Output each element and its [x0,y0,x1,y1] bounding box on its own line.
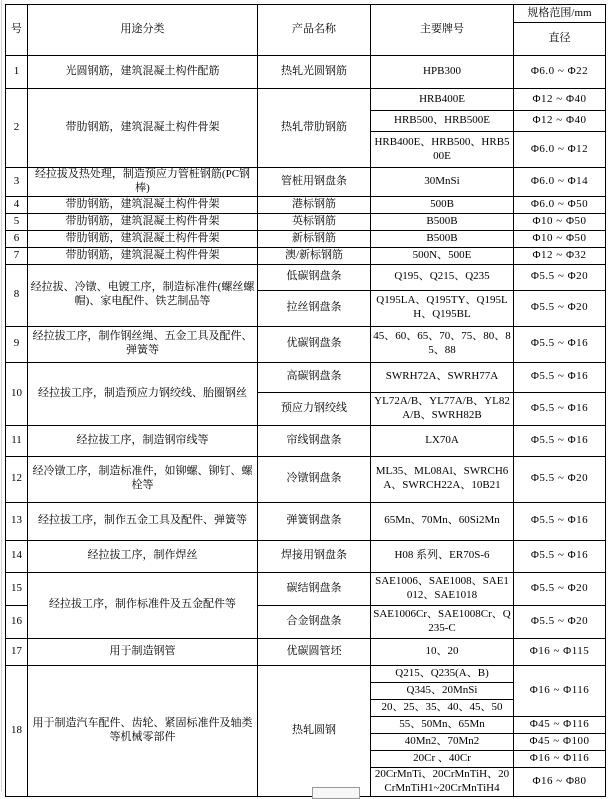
diameter-cell: Φ6.0 ~ Φ22 [514,56,606,89]
grade-cell: LX70A [371,425,514,456]
grade-cell: 20CrMnTi、20CrMnTiH、20CrMnTiH1~20CrMnTiH4 [371,767,514,796]
header-no: 号 [6,5,28,56]
diameter-cell: Φ10 ~ Φ50 [514,213,606,230]
use-cell: 经拉拔工序，制作五金工具及配件、弹簧等 [28,502,258,540]
product-cell: 冷镦钢盘条 [258,456,371,502]
table-row [6,326,606,362]
table-row [6,425,606,456]
table-row [6,665,606,682]
row-number-cell: 13 [6,502,28,540]
diameter-cell: Φ5.5 ~ Φ16 [514,425,606,456]
row-number-cell: 3 [6,168,28,197]
grade-cell: Q195LA、Q195TY、Q195LH、Q195BL [371,290,514,326]
product-cell: 热轧光圆钢筋 [258,56,371,89]
use-cell: 经拉拔、冷镦、电镀工序，制造标准件(螺丝螺帽)、家电配件、铁艺制品等 [28,264,258,326]
diameter-cell: Φ16 ~ Φ116 [514,665,606,716]
grade-cell: 40Mn2、70Mn2 [371,733,514,750]
page-edge-line [1,0,2,791]
use-cell: 光圆钢筋，建筑混凝土构件配筋 [28,56,258,89]
table-row [6,247,606,264]
grade-cell: ML35、ML08Al、SWRCH6A、SWRCH22A、10B21 [371,456,514,502]
header-grade: 主要牌号 [371,5,514,56]
grade-cell: 20Cr 、40Cr [371,750,514,767]
product-cell: 优碳钢盘条 [258,326,371,362]
grade-cell: 500B [371,196,514,213]
grade-cell: HRB400E [371,89,514,111]
grade-cell: 45、60、65、70、75、80、85、88 [371,326,514,362]
diameter-cell: Φ12 ~ Φ40 [514,111,606,132]
diameter-cell: Φ5.5 ~ Φ20 [514,456,606,502]
diameter-cell: Φ5.5 ~ Φ20 [514,290,606,326]
diameter-cell: Φ12 ~ Φ40 [514,89,606,111]
product-cell: 低碳钢盘条 [258,264,371,290]
diameter-cell: Φ10 ~ Φ50 [514,230,606,247]
row-number-cell: 11 [6,425,28,456]
use-cell: 带肋钢筋，建筑混凝土构件骨架 [28,196,258,213]
header-spec-range: 规格范围/mm [514,5,606,23]
diameter-cell: Φ45 ~ Φ116 [514,716,606,733]
diameter-cell: Φ5.5 ~ Φ16 [514,392,606,425]
use-cell: 经拉拔工序，制作焊丝 [28,540,258,572]
row-number-cell: 8 [6,264,28,326]
grade-cell: 65Mn、70Mn、60Si2Mn [371,502,514,540]
product-cell: 拉丝钢盘条 [258,290,371,326]
table-row [6,196,606,213]
table-row [6,89,606,111]
use-cell: 带肋钢筋，建筑混凝土构件骨架 [28,230,258,247]
row-number-cell: 14 [6,540,28,572]
product-cell: 热轧带肋钢筋 [258,89,371,168]
grade-cell: Q215、Q235(A、B) [371,665,514,682]
row-number-cell: 9 [6,326,28,362]
table-row [6,638,606,665]
grade-cell: 55、50Mn、65Mn [371,716,514,733]
use-cell: 经冷镦工序，制造标准件，如铆螺、铆钉、螺栓等 [28,456,258,502]
grade-cell: SAE1006、SAE1008、SAE1012、SAE1018 [371,572,514,605]
table-row [6,56,606,89]
table-row [6,213,606,230]
diameter-cell: Φ5.5 ~ Φ16 [514,502,606,540]
grade-cell: SWRH72A、SWRH77A [371,362,514,392]
diameter-cell: Φ6.0 ~ Φ50 [514,196,606,213]
use-cell: 带肋钢筋，建筑混凝土构件骨架 [28,247,258,264]
diameter-cell: Φ12 ~ Φ32 [514,247,606,264]
grade-cell: HPB300 [371,56,514,89]
row-number-cell: 2 [6,89,28,168]
grade-cell: 30MnSi [371,168,514,197]
diameter-cell: Φ5.5 ~ Φ16 [514,326,606,362]
row-number-cell: 15 [6,572,28,605]
row-number-cell: 10 [6,362,28,425]
row-number-cell: 7 [6,247,28,264]
table-row [6,456,606,502]
product-cell: 高碳钢盘条 [258,362,371,392]
next-table-partial-edge [312,787,360,799]
grade-cell: YL72A/B、YL77A/B、YL82A/B、SWRH82B [371,392,514,425]
product-cell: 焊接用钢盘条 [258,540,371,572]
use-cell: 用于制造钢管 [28,638,258,665]
row-number-cell: 6 [6,230,28,247]
use-cell: 经拉拔及热处理，制造预应力管桩钢筋(PC钢棒) [28,168,258,197]
product-cell: 港标钢筋 [258,196,371,213]
diameter-cell: Φ5.5 ~ Φ16 [514,362,606,392]
diameter-cell: Φ5.5 ~ Φ20 [514,264,606,290]
grade-cell: B500B [371,213,514,230]
diameter-cell: Φ16 ~ Φ80 [514,767,606,796]
steel-spec-table [5,4,606,797]
product-cell: 管桩用钢盘条 [258,168,371,197]
product-cell: 预应力钢绞线 [258,392,371,425]
product-cell: 合金钢盘条 [258,605,371,638]
product-cell: 优碳圆管坯 [258,638,371,665]
row-number-cell: 17 [6,638,28,665]
header-diameter: 直径 [514,23,606,56]
use-cell: 经拉拔工序，制造预应力钢绞线、胎圈钢丝 [28,362,258,425]
diameter-cell: Φ45 ~ Φ100 [514,733,606,750]
grade-cell: Q195、Q215、Q235 [371,264,514,290]
use-cell: 经拉拔工序，制作钢丝绳、五金工具及配件、弹簧等 [28,326,258,362]
row-number-cell: 12 [6,456,28,502]
grade-cell: 20、25、35、40、45、50 [371,699,514,716]
diameter-cell: Φ6.0 ~ Φ14 [514,168,606,197]
row-number-cell: 5 [6,213,28,230]
product-cell: 英标钢筋 [258,213,371,230]
diameter-cell: Φ5.5 ~ Φ20 [514,605,606,638]
product-cell: 澳/新标钢筋 [258,247,371,264]
grade-cell: 10、20 [371,638,514,665]
grade-cell: Q345、20MnSi [371,682,514,699]
table-row [6,264,606,290]
table-row [6,362,606,392]
row-number-cell: 4 [6,196,28,213]
grade-cell: SAE1006Cr、SAE1008Cr、Q235-C [371,605,514,638]
use-cell: 经拉拔工序，制作标准件及五金配件等 [28,572,258,638]
row-number-cell: 1 [6,56,28,89]
table-row [6,168,606,197]
product-cell: 碳结钢盘条 [258,572,371,605]
grade-cell: HRB500、HRB500E [371,111,514,132]
table-row [6,502,606,540]
use-cell: 用于制造汽车配件、齿轮、紧固标准件及轴类等机械零部件 [28,665,258,796]
table-row [6,572,606,605]
table-row [6,230,606,247]
row-number-cell: 16 [6,605,28,638]
grade-cell: HRB400E、HRB500、HRB500E [371,132,514,168]
header-product: 产品名称 [258,5,371,56]
product-cell: 新标钢筋 [258,230,371,247]
product-cell: 帘线钢盘条 [258,425,371,456]
grade-cell: B500B [371,230,514,247]
row-number-cell: 18 [6,665,28,796]
use-cell: 带肋钢筋，建筑混凝土构件骨架 [28,89,258,168]
table-row [6,540,606,572]
diameter-cell: Φ16 ~ Φ116 [514,750,606,767]
use-cell: 经拉拔工序，制造钢帘线等 [28,425,258,456]
grade-cell: 500N、500E [371,247,514,264]
product-cell: 热轧圆钢 [258,665,371,796]
diameter-cell: Φ5.5 ~ Φ20 [514,572,606,605]
diameter-cell: Φ6.0 ~ Φ12 [514,132,606,168]
header-use: 用途分类 [28,5,258,56]
diameter-cell: Φ5.5 ~ Φ16 [514,540,606,572]
diameter-cell: Φ16 ~ Φ115 [514,638,606,665]
use-cell: 带肋钢筋，建筑混凝土构件骨架 [28,213,258,230]
grade-cell: H08 系列、ER70S-6 [371,540,514,572]
product-cell: 弹簧钢盘条 [258,502,371,540]
